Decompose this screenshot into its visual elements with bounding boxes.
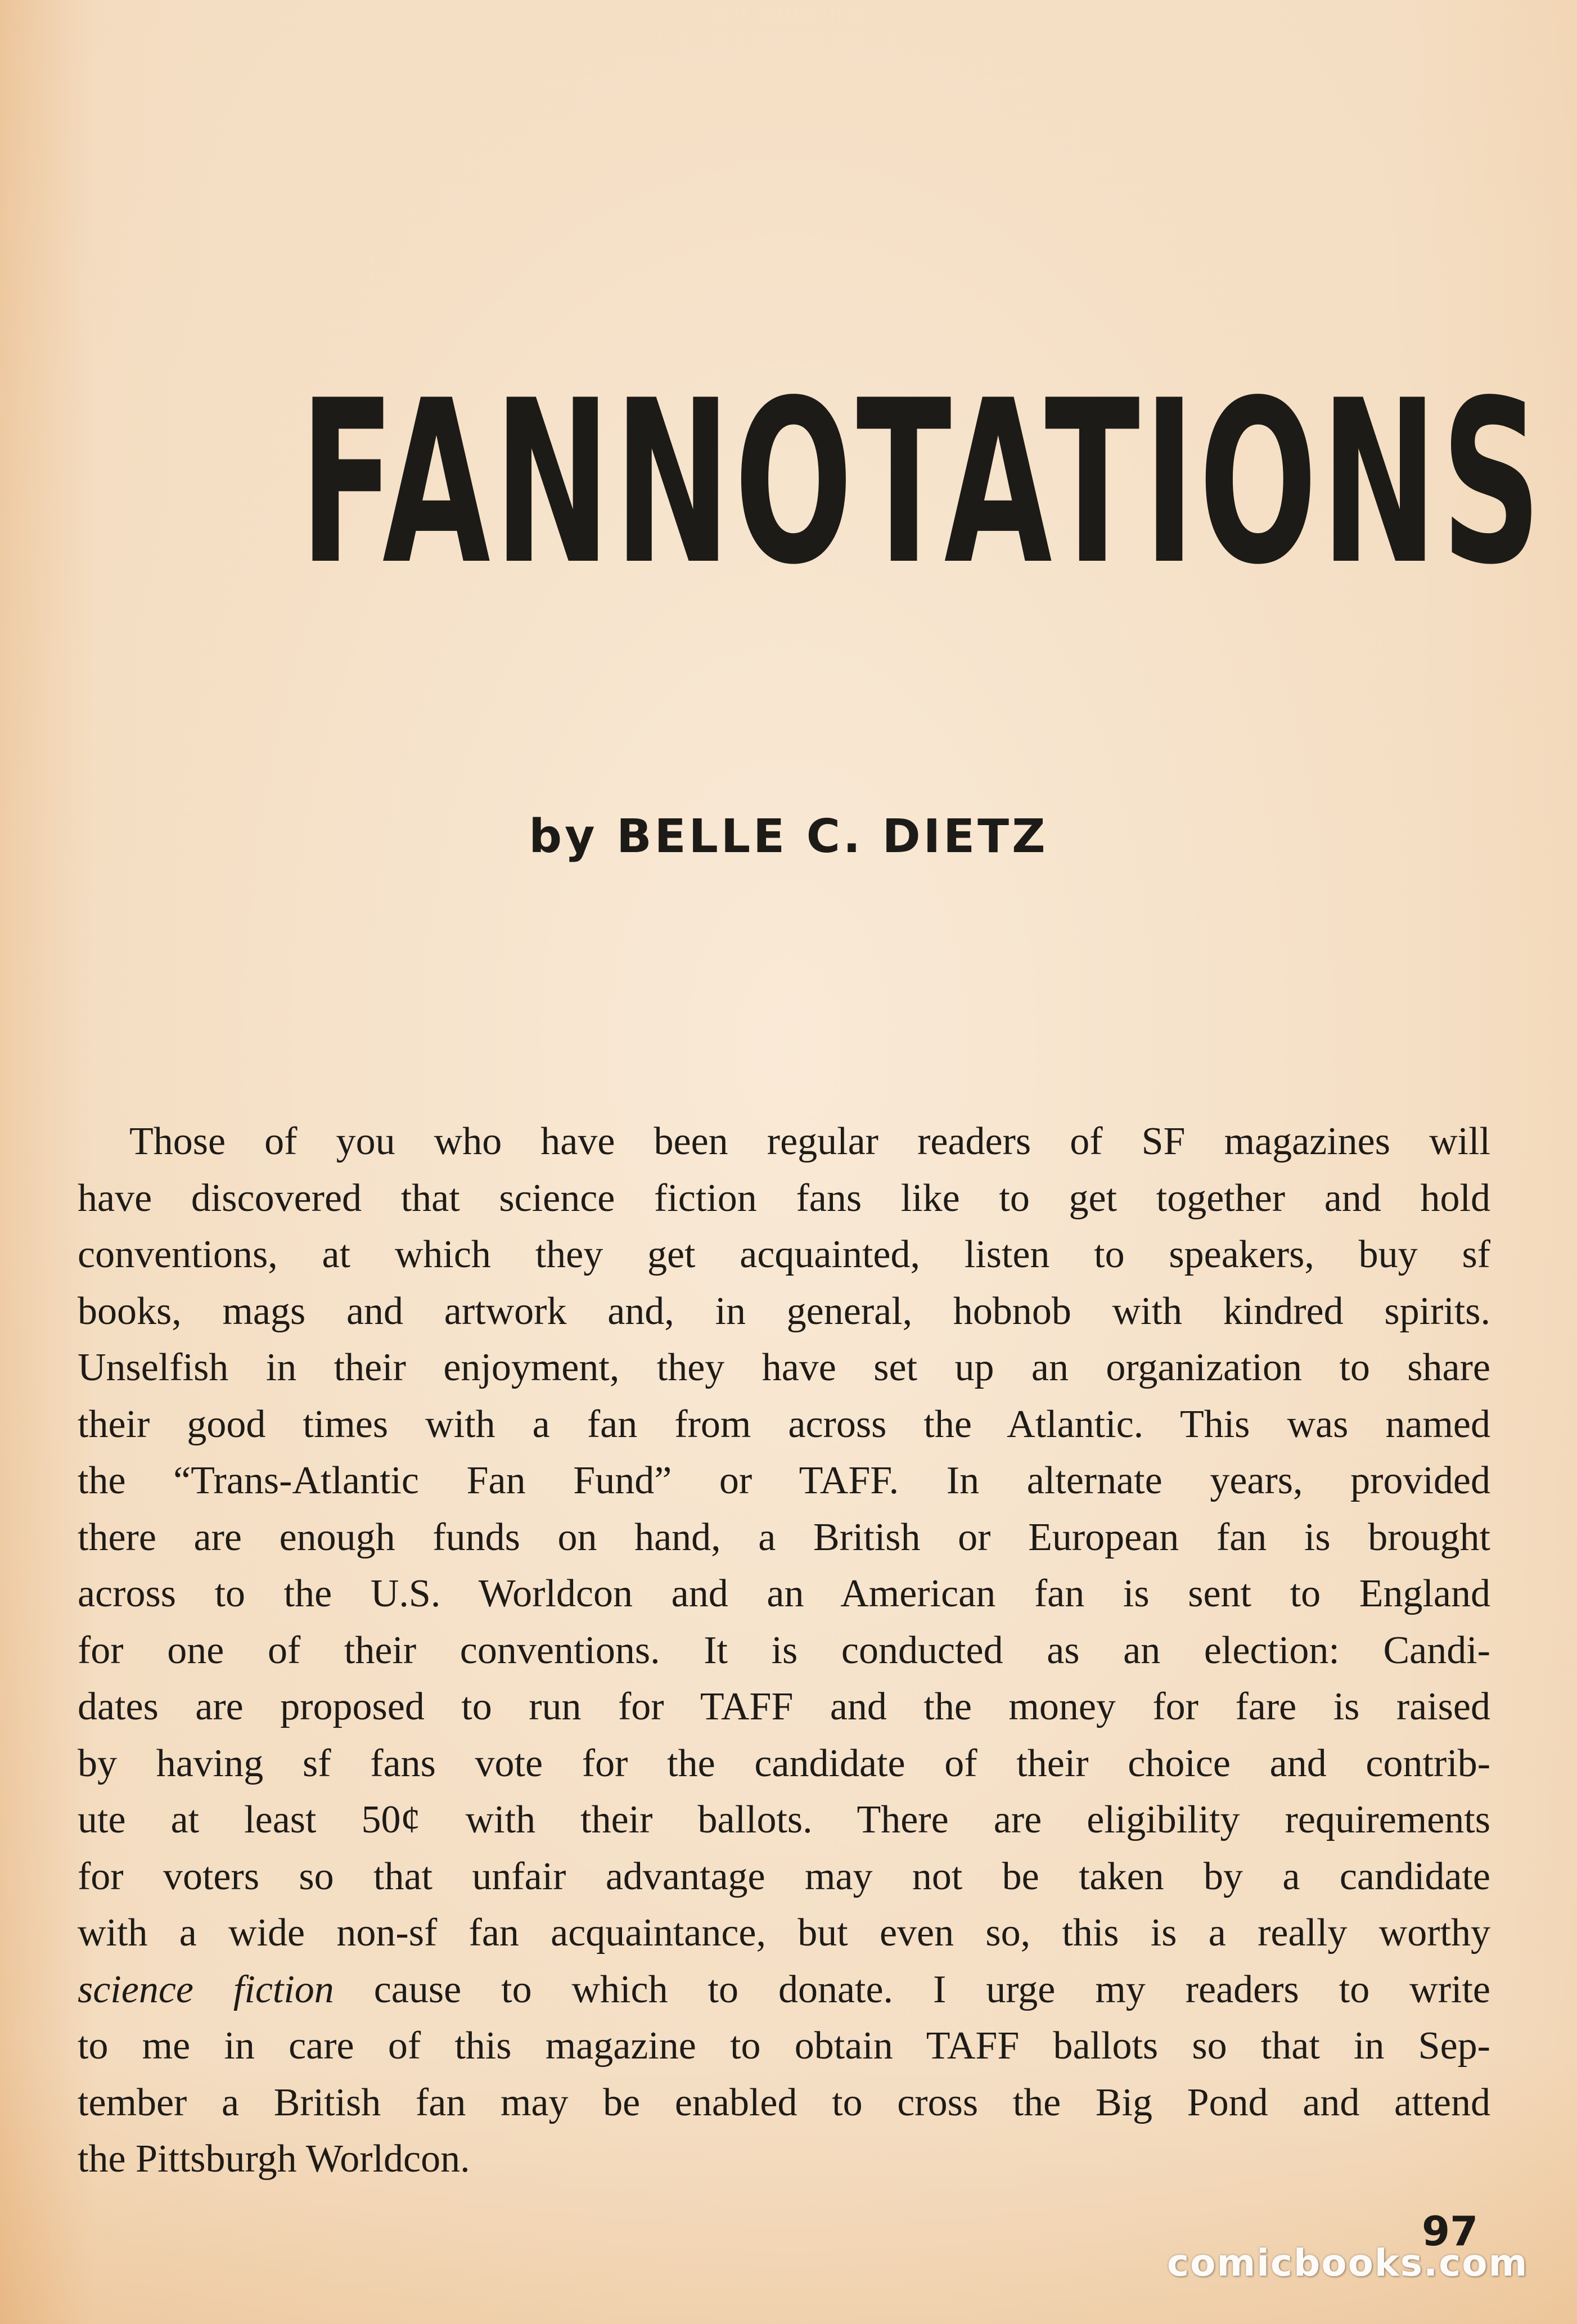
author-byline: by BELLE C. DIETZ [529,810,1048,863]
body-line: the “Trans-Atlantic Fan Fund” or TAFF. In alternate years, provided [78,1459,1490,1502]
italic-phrase: science fiction [78,1967,334,2011]
body-line: ute at least 50¢ with their ballots. There are eligibility requirements [78,1798,1490,1841]
body-line: conventions, at which they get acquainted, listen to speakers, buy sf [78,1233,1490,1276]
body-line: dates are proposed to run for TAFF and the money for fare is raised [78,1685,1490,1728]
page-number: 97 [1422,2208,1479,2255]
body-line: books, mags and artwork and, in general, hobnob with kindred spirits. [78,1289,1490,1333]
body-line: to me in care of this magazine to obtain TAFF ballots so that in Sep- [78,2024,1490,2068]
page-title: FANNOTATIONS [299,353,1546,614]
body-line: there are enough funds on hand, a British or European fan is brought [78,1515,1490,1559]
body-line: the Pittsburgh Worldcon. [78,2137,470,2181]
italic-line-rest: cause to which to donate. I urge my readers to write [334,1967,1490,2011]
body-line-italic [78,1962,1490,2019]
body-line: have discovered that science fiction fans like to get together and hold [78,1176,1490,1220]
body-line: with a wide non-sf fan acquaintance, but even so, this is a really worthy [78,1911,1490,1954]
body-line: across to the U.S. Worldcon and an American fan is sent to England [78,1572,1490,1615]
body-line: by having sf fans vote for the candidate of their choice and contrib- [78,1741,1490,1785]
body-line: tember a British fan may be enabled to cross the Big Pond and attend [78,2080,1490,2124]
body-line: their good times with a fan from across the Atlantic. This was named [78,1402,1490,1446]
body-line: Those of you who have been regular readers of SF magazines will [129,1120,1490,1163]
body-line: for voters so that unfair advantage may not be taken by a candidate [78,1854,1490,1898]
body-line: Unselfish in their enjoyment, they have set up an organization to share [78,1346,1490,1389]
body-line: for one of their conventions. It is conducted as an election: Candi- [78,1628,1490,1672]
watermark: comicbooks.com [1167,2241,1529,2285]
article-body [78,1114,1490,2188]
